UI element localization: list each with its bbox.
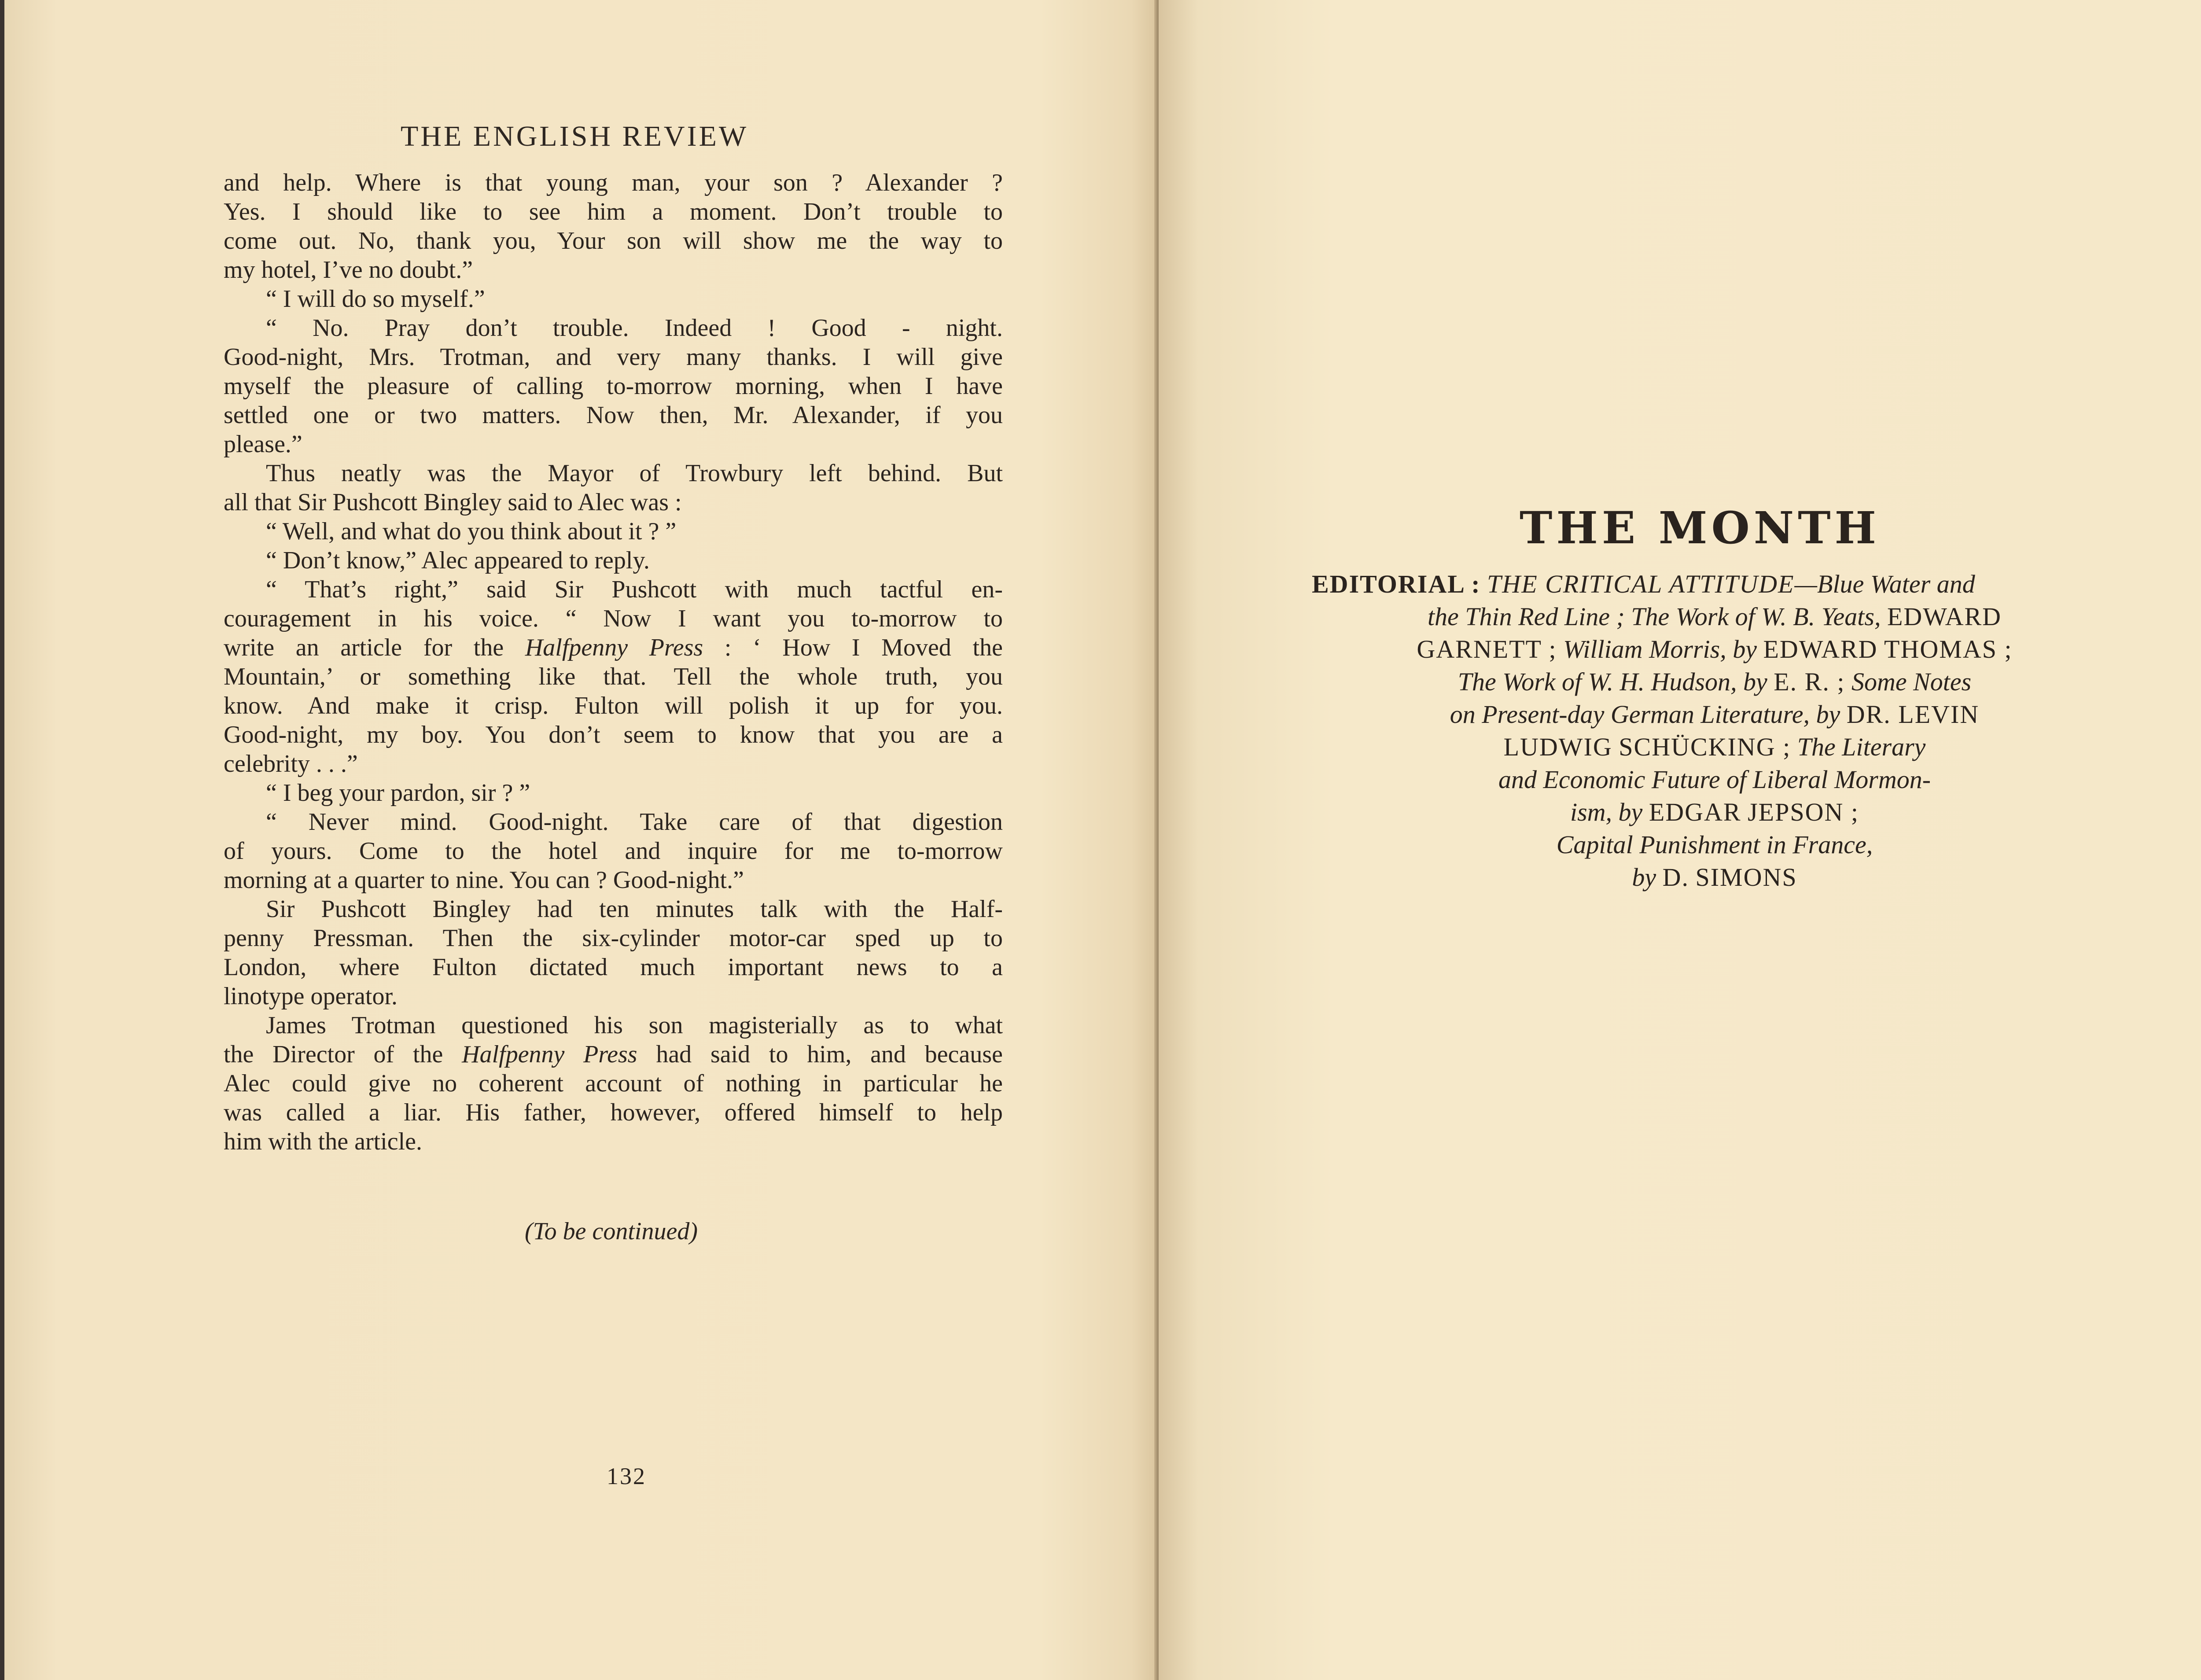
text-line: Sir Pushcott Bingley had ten minutes talk with the Half- (266, 895, 1003, 923)
running-head: THE ENGLISH REVIEW (401, 120, 749, 152)
story-text (224, 168, 1003, 1156)
text-line: write an article for the Halfpenny Press : ‘ How I Moved the (224, 634, 1003, 661)
text-line: couragement in his voice. “ Now I want you to-morrow to (224, 605, 1003, 632)
contents-line: Capital Punishment in France, (1556, 830, 1873, 859)
text-line: of yours. Come to the hotel and inquire for me to-morrow (224, 837, 1003, 865)
text-line: “ That’s right,” said Sir Pushcott with much tactful en- (266, 576, 1003, 603)
text-line: settled one or two matters. Now then, Mr. Alexander, if you (224, 402, 1003, 429)
page-number: 132 (607, 1463, 646, 1489)
contents-line: by D. SIMONS (1632, 863, 1797, 892)
text-line: all that Sir Pushcott Bingley said to Alec was : (224, 489, 682, 516)
contents-list (1312, 568, 2117, 894)
text-line: morning at a quarter to nine. You can ? Good-night.” (224, 866, 744, 894)
text-line: my hotel, I’ve no doubt.” (224, 256, 473, 284)
text-line: Yes. I should like to see him a moment. Don’t trouble to (224, 198, 1003, 225)
text-line: was called a liar. His father, however, offered himself to help (224, 1099, 1003, 1126)
section-title: THE MONTH (1520, 502, 1881, 554)
text-line: penny Pressman. Then the six-cylinder motor-car sped up to (224, 925, 1003, 952)
text-line: know. And make it crisp. Fulton will polish it up for you. (224, 692, 1003, 719)
contents-line: on Present-day German Literature, by DR. LEVIN (1450, 700, 1980, 729)
text-line: the Director of the Halfpenny Press had said to him, and because (224, 1041, 1003, 1068)
text-line: “ Well, and what do you think about it ? ” (266, 518, 677, 545)
contents-line: GARNETT ; William Morris, by EDWARD THOMAS ; (1417, 635, 2013, 663)
text-line: come out. No, thank you, Your son will show me the way to (224, 227, 1003, 254)
text-line: “ Don’t know,” Alec appeared to reply. (266, 547, 650, 574)
text-line: linotype operator. (224, 983, 398, 1010)
text-line: “ I beg your pardon, sir ? ” (266, 779, 530, 807)
contents-line: EDITORIAL : THE CRITICAL ATTITUDE—Blue Water and (1312, 570, 1975, 598)
text-line: Mountain,’ or something like that. Tell the whole truth, you (224, 663, 1003, 690)
contents-line: The Work of W. H. Hudson, by E. R. ; Some Notes (1458, 667, 1972, 696)
text-line: myself the pleasure of calling to-morrow morning, when I have (224, 372, 1003, 400)
contents-line: ism, by EDGAR JEPSON ; (1570, 798, 1859, 826)
text-line: “ No. Pray don’t trouble. Indeed ! Good - night. (266, 314, 1003, 342)
text-line: Good-night, my boy. You don’t seem to know that you are a (224, 721, 1003, 748)
contents-line: the Thin Red Line ; The Work of W. B. Yeats, EDWARD (1427, 602, 2002, 631)
text-line: and help. Where is that young man, your son ? Alexander ? (224, 169, 1003, 196)
text-line: “ I will do so myself.” (266, 285, 485, 313)
text-line: Alec could give no coherent account of nothing in particular he (224, 1070, 1003, 1097)
text-line: Good-night, Mrs. Trotman, and very many thanks. I will give (224, 343, 1003, 371)
text-line: Thus neatly was the Mayor of Trowbury left behind. But (266, 460, 1003, 487)
text-line: London, where Fulton dictated much important news to a (224, 954, 1003, 981)
text-line: celebrity . . .” (224, 750, 358, 777)
text-line: him with the article. (224, 1128, 422, 1155)
text-line: James Trotman questioned his son magisterially as to what (266, 1012, 1003, 1039)
text-line: please.” (224, 431, 302, 458)
to-be-continued-note: (To be continued) (525, 1218, 698, 1245)
text-line: “ Never mind. Good-night. Take care of that digestion (266, 808, 1003, 836)
contents-line: LUDWIG SCHÜCKING ; The Literary (1503, 733, 1926, 761)
contents-line: and Economic Future of Liberal Mormon- (1498, 765, 1931, 794)
